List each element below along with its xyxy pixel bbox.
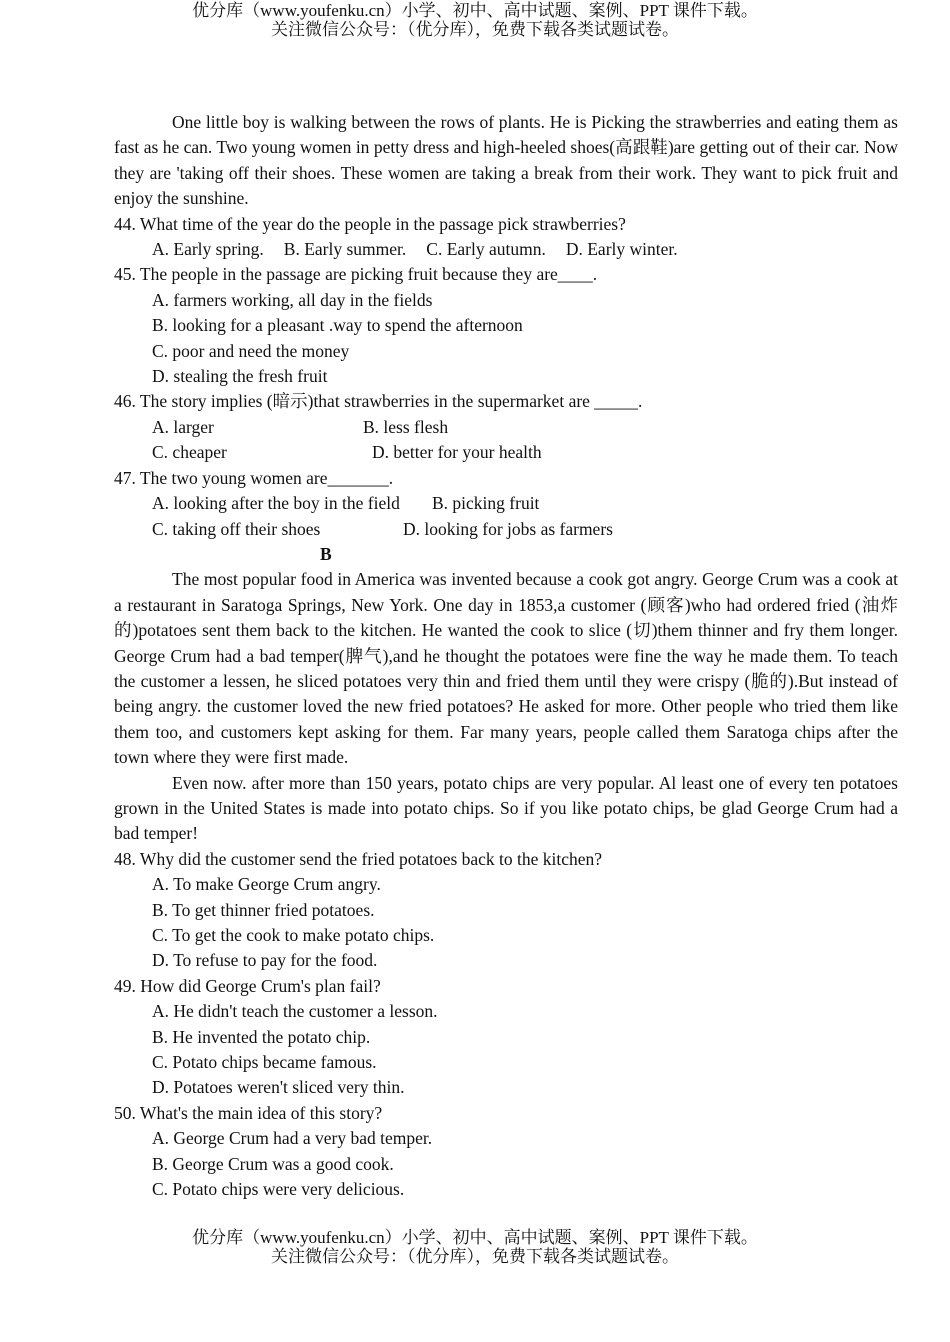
question-49: 49. How did George Crum's plan fail? xyxy=(114,975,381,996)
q46-option-d: D. better for your health xyxy=(372,442,542,463)
header-line-2: 关注微信公众号：（优分库），免费下载各类试题试卷。 xyxy=(271,20,679,39)
question-48: 48. Why did the customer send the fried potatoes back to the kitchen? xyxy=(114,848,603,869)
question-47: 47. The two young women are_______. xyxy=(114,467,394,488)
q44-option-a: A. Early spring. xyxy=(152,239,264,260)
question-47-options-row2 xyxy=(114,517,898,542)
q45-option-a: A. farmers working, all day in the fields xyxy=(152,289,433,310)
q47-option-a: A. looking after the boy in the field xyxy=(152,493,400,514)
q44-option-b: B. Early summer. xyxy=(283,239,407,260)
q45-option-c: C. poor and need the money xyxy=(152,340,350,361)
q46-option-c: C. cheaper xyxy=(152,442,227,463)
q46-option-a: A. larger xyxy=(152,416,214,437)
passage-b-paragraph-1: The most popular food in America was invented because a cook got angry. George Crum was a cook at a restaurant in Saratoga Springs, New York. One day in 1853,a customer (顾客)who had ordered fried (油炸的)potatoes sent them back to the kitchen. He wanted the cook to slice (切)them thinner and fry them longer. George Crum had a bad temper(脾气),and he thought the potatoes were fine the way he made them. To teach the customer a lessen, he sliced potatoes very thin and fried them until they were crispy (脆的).But instead of being angry. the customer loved the new fried potatoes? He asked for more. Other people who tried them like them too, and customers kept asking for them. Far many years, people called them Saratoga chips after the town where they were first made. xyxy=(114,569,898,768)
question-46: 46. The story implies (暗示)that strawberries in the supermarket are _____. xyxy=(114,391,643,412)
q49-option-d: D. Potatoes weren't sliced very thin. xyxy=(152,1077,405,1098)
q47-option-c: C. taking off their shoes xyxy=(152,518,321,539)
q49-option-a: A. He didn't teach the customer a lesson. xyxy=(152,1001,438,1022)
question-44-options xyxy=(114,237,898,262)
question-44: 44. What time of the year do the people in the passage pick strawberries? xyxy=(114,213,626,234)
q50-option-c: C. Potato chips were very delicious. xyxy=(152,1179,405,1200)
q47-option-d: D. looking for jobs as farmers xyxy=(403,518,613,539)
q45-option-b: B. looking for a pleasant .way to spend the afternoon xyxy=(152,315,523,336)
q46-option-b: B. less flesh xyxy=(363,416,449,437)
q49-option-b: B. He invented the potato chip. xyxy=(152,1026,371,1047)
question-46-options-row2 xyxy=(114,440,898,465)
footer-line-1: 优分库（www.youfenku.cn）小学、初中、高中试题、案例、PPT 课件下载。 xyxy=(192,1228,758,1247)
passage-a-paragraph: One little boy is walking between the rows of plants. He is Picking the strawberries and eating them as fast as he can. Two young women in petty dress and high-heeled shoes(高跟鞋)are getting out of their car. Now they are 'taking off their shoes. These women are taking a break from their work. They want to pick fruit and enjoy the sunshine. xyxy=(114,112,898,209)
q45-option-d: D. stealing the fresh fruit xyxy=(152,366,328,387)
page-header xyxy=(0,1,950,39)
document-body xyxy=(114,110,898,1202)
q50-option-a: A. George Crum had a very bad temper. xyxy=(152,1128,433,1149)
q44-option-c: C. Early autumn. xyxy=(426,239,546,260)
q48-option-a: A. To make George Crum angry. xyxy=(152,874,381,895)
q50-option-b: B. George Crum was a good cook. xyxy=(152,1153,394,1174)
q47-option-b: B. picking fruit xyxy=(432,493,540,514)
section-b-heading: B xyxy=(320,543,332,564)
q48-option-d: D. To refuse to pay for the food. xyxy=(152,950,378,971)
passage-b-paragraph-2: Even now. after more than 150 years, potato chips are very popular. Al least one of every ten potatoes grown in the United States is made into potato chips. So if you like potato chips, be glad George Crum had a bad temper! xyxy=(114,772,898,844)
q44-option-d: D. Early winter. xyxy=(565,239,678,260)
question-46-options-row1 xyxy=(114,415,898,440)
q49-option-c: C. Potato chips became famous. xyxy=(152,1052,377,1073)
q48-option-b: B. To get thinner fried potatoes. xyxy=(152,899,375,920)
question-45: 45. The people in the passage are picking fruit because they are____. xyxy=(114,264,598,285)
header-line-1: 优分库（www.youfenku.cn）小学、初中、高中试题、案例、PPT 课件下载。 xyxy=(192,1,758,20)
question-50: 50. What's the main idea of this story? xyxy=(114,1102,383,1123)
q48-option-c: C. To get the cook to make potato chips. xyxy=(152,925,435,945)
footer-line-2: 关注微信公众号：（优分库），免费下载各类试题试卷。 xyxy=(271,1247,679,1266)
page-footer xyxy=(0,1228,950,1266)
question-47-options-row1 xyxy=(114,491,898,516)
